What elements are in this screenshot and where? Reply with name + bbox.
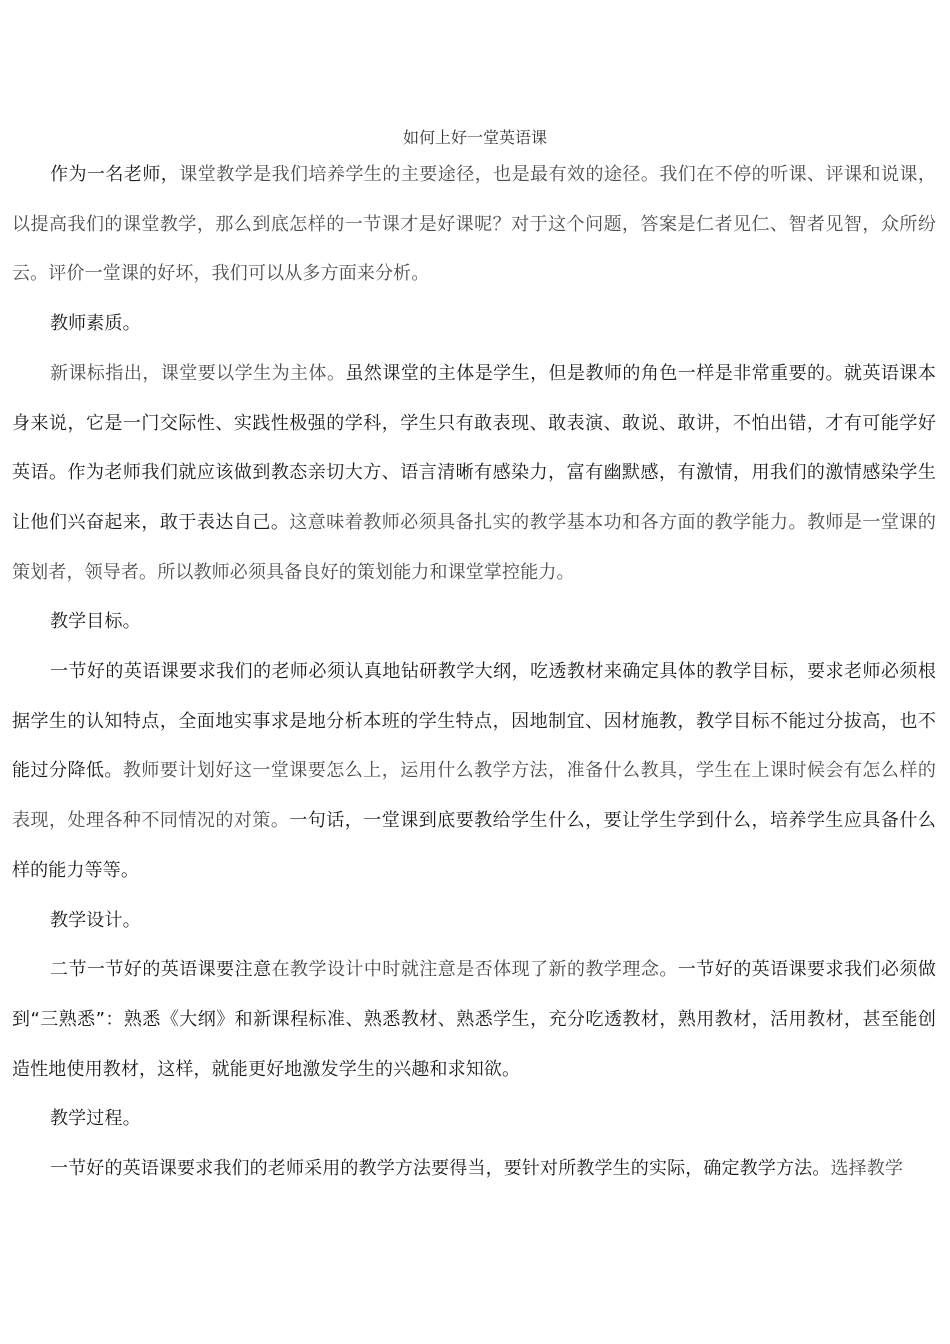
teacher-quality-text-b: 虽然课堂的主体是学生，但是教师的角色一样是非常重要的。就英语课本身来说，它是一门交际性、实践性极强的学科，学生只有敢表现、敢表演、敢说、敢讲，不怕出错，才有可能学好英语。作为老师我们就应该做到教态亲切大方、语言清晰有感染力，富有幽默感，有激情，用我们的激情感染学生让他们兴奋起来，敢于表达自己。 <box>12 362 936 533</box>
teaching-goals-text-b: 教师要计划好这一堂课要怎么上，运用什么教学方法，准备什么教具，学生在上课时候会有怎么样的表现，处理各种不同情况的对策。 <box>12 760 936 832</box>
section-heading-teaching-process: 教学过程。 <box>50 1108 141 1130</box>
intro-text-b: 课堂教学是我们培养学生的主要途径，也是最有效的途径。我们在不停的听课、评课和说课，以提高我们的课堂教学，那么到底怎样的一节课才是好课呢？对于这个问题，答案是仁者见仁、智者见智，众所纷云。评价一堂课的好坏，我们可以从多方面来分析。 <box>12 164 936 285</box>
teacher-quality-text-c: 这意味着教师必须具备扎实的教学基本功和各方面的教学能力。教师是一堂课的策划者，领导者。所以教师必须具备良好的策划能力和课堂掌控能力。 <box>12 511 937 583</box>
document-body <box>12 150 936 1194</box>
teaching-design-text-c: 一节好的英语课要求我们必须做到“三熟悉”：熟悉《大纲》和新课程标准、熟悉教材、熟悉学生，充分吃透教材，熟用教材，活用教材，甚至能创造性地使用教材，这样，就能更好地激发学生的兴趣和求知欲。 <box>12 959 936 1080</box>
teacher-quality-text-a: 新课标指出，课堂要以学生为主体。 <box>50 362 346 384</box>
teaching-process-text-b: 选择教学 <box>830 1158 904 1180</box>
teaching-design-text-a: 二节一节好的英语课要注意 <box>50 959 272 981</box>
teaching-goals-text-c: 一句话，一堂课到底要教给学生什么，要让学生学到什么，培养学生应具备什么样的能力等等。 <box>12 810 937 881</box>
teaching-process-text-a: 一节好的英语课要求我们的老师采用的教学方法要得当，要针对所教学生的实际，确定教学方法。 <box>50 1158 831 1180</box>
intro-text-a: 作为一名老师， <box>50 164 180 185</box>
teaching-goals-text-a: 一节好的英语课要求我们的老师必须认真地钻研教学大纲，吃透教材来确定具体的教学目标，要求老师必须根据学生的认知特点，全面地实事求是地分析本班的学生特点，因地制宜、因材施教，教学目标不能过分拔高，也不能过分降低。 <box>12 661 936 782</box>
section-paragraph-teacher-quality <box>12 349 936 598</box>
section-heading-teaching-goals: 教学目标。 <box>50 611 141 633</box>
section-heading-teacher-quality: 教师素质。 <box>50 313 141 335</box>
section-paragraph-teaching-design <box>12 945 936 1094</box>
section-paragraph-teaching-process <box>12 1144 936 1194</box>
section-heading-teaching-design: 教学设计。 <box>50 909 141 931</box>
section-paragraph-teaching-goals <box>12 647 936 896</box>
document-title: 如何上好一堂英语课 <box>402 128 547 147</box>
intro-paragraph <box>12 150 936 299</box>
teaching-design-text-b: 在教学设计中时就注意是否体现了新的教学理念。 <box>271 959 678 981</box>
